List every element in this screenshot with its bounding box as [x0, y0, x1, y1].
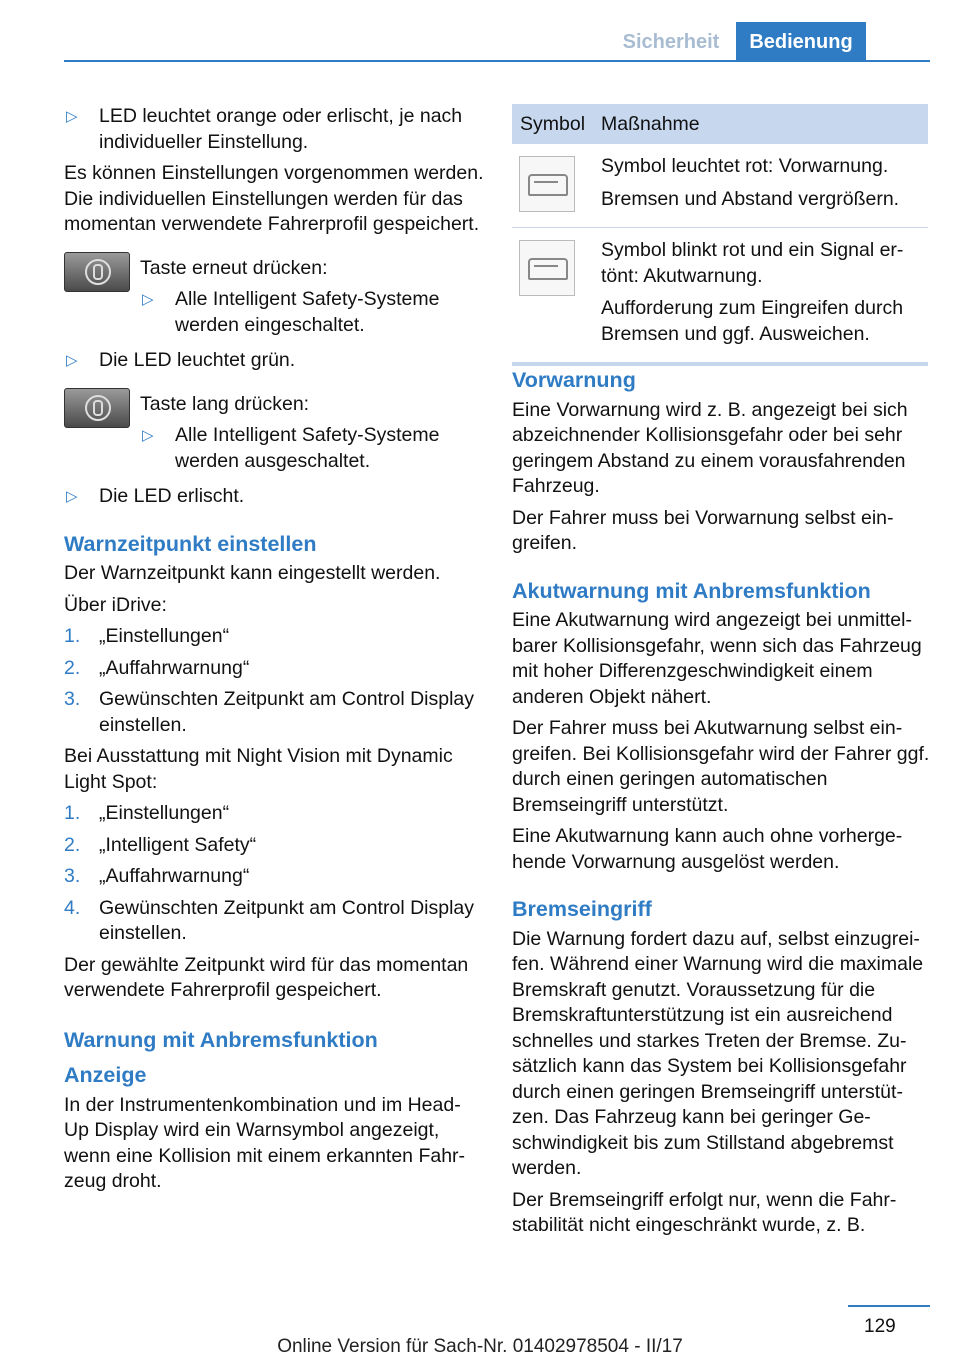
bullet-item: ▷ LED leuchtet orange oder erlischt, je nach individueller Einstellung.: [66, 105, 463, 153]
paragraph: Der gewählte Zeitpunkt wird für das momentan verwendete Fahrerprofil gespeichert.: [64, 953, 469, 1001]
table-header: [512, 104, 928, 144]
bullet-item: ▷ Die LED erlischt.: [64, 484, 484, 510]
paragraph: In der Instrumentenkombination und im Head-Up Display wird ein Warnsymbol angezeigt, wenn eine Kollision mit einem erkannten Fahrzeug droht.: [64, 1093, 466, 1192]
paragraph: Der Fahrer muss bei Akutwarnung selbst eingreifen. Bei Kollisionsgefahr wird der Fahrer ggf. durch einen geringen automatischen Bremseingriff unterstützt.: [512, 717, 930, 816]
triangle-bullet-icon: ▷: [142, 427, 154, 444]
heading-warnzeitpunkt: Warnzeitpunkt einstellen: [64, 531, 317, 556]
bullet-item: ▷ Die LED leuchtet grün.: [64, 348, 484, 374]
left-column: [64, 104, 484, 1201]
car-warning-icon: [519, 240, 575, 296]
footer-rule: [848, 1305, 930, 1307]
car-warning-icon: [519, 156, 575, 212]
paragraph: Eine Akutwarnung kann auch ohne vorhergehende Vorwarnung ausgelöst werden.: [512, 825, 903, 873]
triangle-bullet-icon: ▷: [142, 291, 154, 308]
heading-vorwarnung: Vorwarnung: [512, 368, 636, 392]
numbered-list-1: [64, 624, 484, 738]
list-item: 4. Gewünschten Zeitpunkt am Control Display einstellen.: [64, 896, 475, 944]
triangle-bullet-icon: ▷: [66, 352, 78, 369]
list-item: 3. „Auffahrwarnung“: [64, 865, 250, 887]
paragraph: Der Bremseingriff erfolgt nur, wenn die Fahrstabilität nicht eingeschränkt wurde, z. B.: [512, 1188, 897, 1236]
list-item: 3. Gewünschten Zeitpunkt am Control Display einstellen.: [64, 688, 475, 736]
page-number: 129: [864, 1316, 896, 1337]
list-item: 2. „Intelligent Safety“: [64, 833, 257, 856]
numbered-list-2: [64, 801, 484, 947]
heading-warnung-anbremsfunktion: Warnung mit Anbremsfunktion: [64, 1027, 378, 1052]
paragraph: Bei Ausstattung mit Night Vision mit Dynamic Light Spot:: [64, 745, 453, 793]
footer-text: Online Version für Sach-Nr. 01402978504 - II/17: [277, 1336, 683, 1357]
column-header-massnahme: Maßnahme: [601, 113, 700, 135]
intelligent-safety-button-icon: [64, 388, 130, 428]
header-rule: [64, 60, 930, 62]
paragraph: Der Fahrer muss bei Vorwarnung selbst eingreifen.: [512, 506, 894, 554]
right-column: [512, 368, 930, 1245]
bullet-item: ▷ Alle Intelligent Safety-Systeme werden eingeschaltet.: [142, 288, 440, 336]
button-instruction: Taste erneut drücken: ▷ Alle Intelligent Safety-Systeme werden eingeschaltet.: [64, 256, 484, 339]
paragraph: Die Warnung fordert dazu auf, selbst einzugreifen. Während einer Warnung wird die maximale Bremskraft genutzt. Voraussetzung für die Bremskraftunterstützung ist ein ausreichend schnelles und starkes Treten der Bremse. Zusätzlich kann das System bei Kollisionsgefahr durch einen geringen Bremseingriff unterstützen. Das Fahrzeug kann bei geringer Geschwindigkeit bis zum Stillstand abgebremst werden.: [512, 927, 924, 1179]
paragraph: Über iDrive:: [64, 593, 167, 616]
column-header-symbol: Symbol: [520, 113, 586, 135]
heading-akutwarnung: Akutwarnung mit Anbremsfunktion: [512, 578, 871, 603]
table-row: Symbol leuchtet rot: Vorwarnung. Bremsen und Abstand vergrößern.: [512, 144, 928, 228]
bullet-item: ▷ Alle Intelligent Safety-Systeme werden ausgeschaltet.: [142, 424, 440, 472]
paragraph: Eine Akutwarnung wird angezeigt bei unmittelbarer Kollisionsgefahr, wenn sich das Fahrzeug mit hoher Differenzgeschwindigkeit einem anderen Objekt nähert.: [512, 609, 922, 708]
list-item: 1. „Einstellungen“: [64, 625, 230, 647]
heading-bremseingriff: Bremseingriff: [512, 897, 652, 921]
list-item: 2. „Auffahrwarnung“: [64, 656, 250, 679]
tab-sicherheit[interactable]: Sicherheit: [606, 22, 736, 62]
triangle-bullet-icon: ▷: [66, 488, 78, 505]
intelligent-safety-button-icon: [64, 252, 130, 292]
warning-symbol-table: [512, 104, 928, 366]
button-instruction: Taste lang drücken: ▷ Alle Intelligent Safety-Systeme werden ausgeschaltet.: [64, 392, 484, 475]
heading-anzeige: Anzeige: [64, 1063, 147, 1087]
paragraph: Der Warnzeitpunkt kann eingestellt werden.: [64, 562, 441, 584]
triangle-bullet-icon: ▷: [66, 108, 78, 125]
list-item: 1. „Einstellungen“: [64, 802, 230, 824]
tab-bedienung[interactable]: Bedienung: [736, 22, 866, 62]
paragraph: Eine Vorwarnung wird z. B. angezeigt bei sich abzeichnender Kollisionsgefahr oder bei sehr geringem Abstand zu einem vorausfahrenden Fahrzeug.: [512, 398, 908, 497]
table-row: Symbol blinkt rot und ein Signal ertönt: Akutwarnung. Aufforderung zum Eingreifen durch Bremsen und ggf. Ausweichen.: [512, 228, 928, 366]
paragraph: Es können Einstellungen vorgenommen werden. Die individuellen Einstellungen werden für das momentan verwendete Fahrerprofil gespeichert.: [64, 162, 484, 235]
